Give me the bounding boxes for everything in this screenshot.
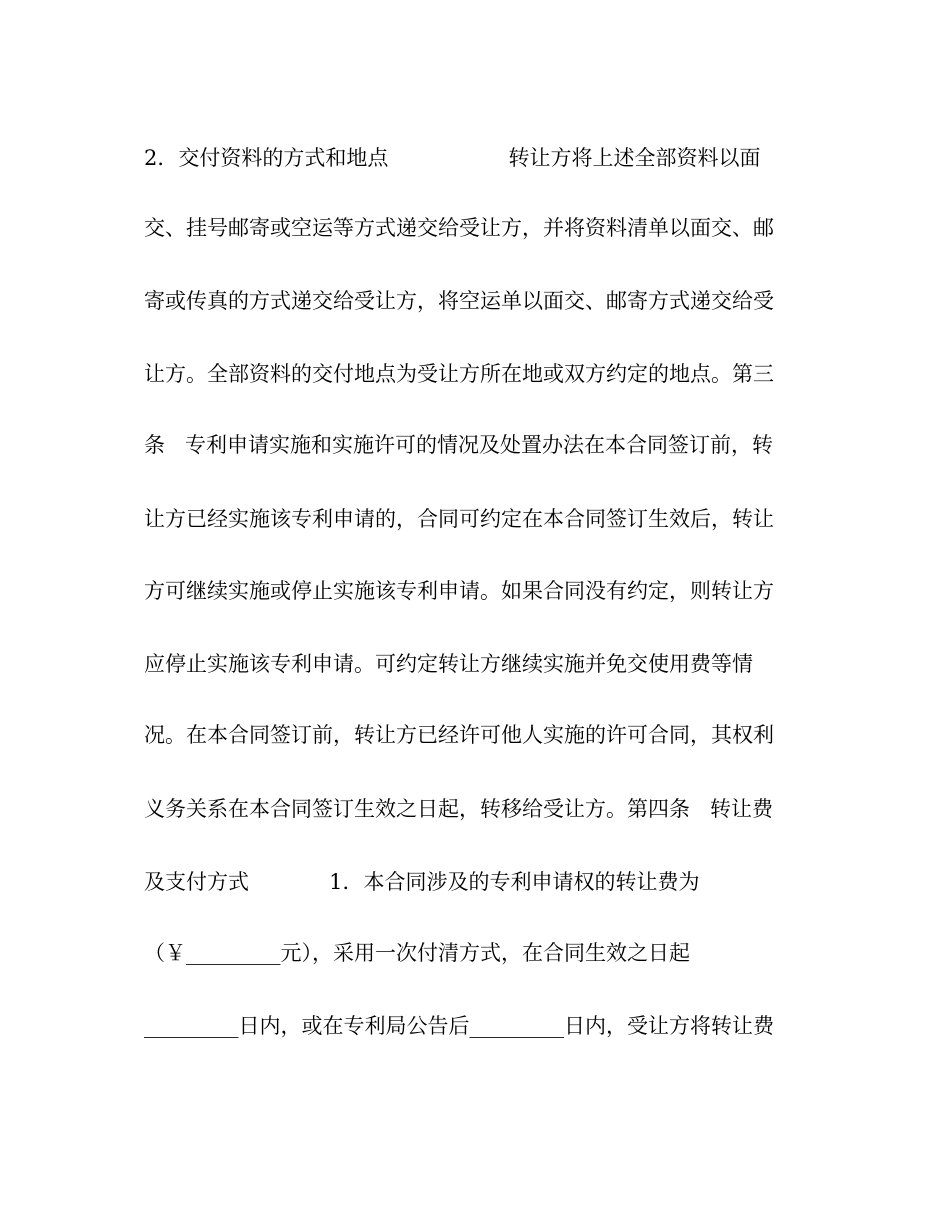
text-line: 方可继续实施或停止实施该专利申请。如果合同没有约定，则转让方 xyxy=(144,579,774,603)
text-line: （￥_________元），采用一次付清方式，在合同生效之日起 xyxy=(144,941,690,965)
text-line: 寄或传真的方式递交给受让方，将空运单以面交、邮寄方式递交给受 xyxy=(144,289,774,313)
text-line: 让方已经实施该专利申请的，合同可约定在本合同签订生效后，转让 xyxy=(144,507,774,531)
text-line: 况。在本合同签订前，转让方已经许可他人实施的许可合同，其权利 xyxy=(144,723,774,747)
text-line: 应停止实施该专利申请。可约定转让方继续实施并免交使用费等情 xyxy=(144,652,753,676)
text-line: 2．交付资料的方式和地点 转让方将上述全部资料以面 xyxy=(144,146,761,170)
text-line: 交、挂号邮寄或空运等方式递交给受让方，并将资料清单以面交、邮 xyxy=(144,216,774,240)
text-line: 义务关系在本合同签订生效之日起，转移给受让方。第四条 转让费 xyxy=(144,797,774,821)
text-line: 让方。全部资料的交付地点为受让方所在地或双方约定的地点。第三 xyxy=(144,362,774,386)
text-line: 及支付方式 1．本合同涉及的专利申请权的转让费为 xyxy=(144,870,700,894)
text-line: 条 专利申请实施和实施许可的情况及处置办法在本合同签订前，转 xyxy=(144,433,774,457)
text-line: _________日内，或在专利局公告后_________日内，受让方将转让费 xyxy=(144,1014,774,1038)
